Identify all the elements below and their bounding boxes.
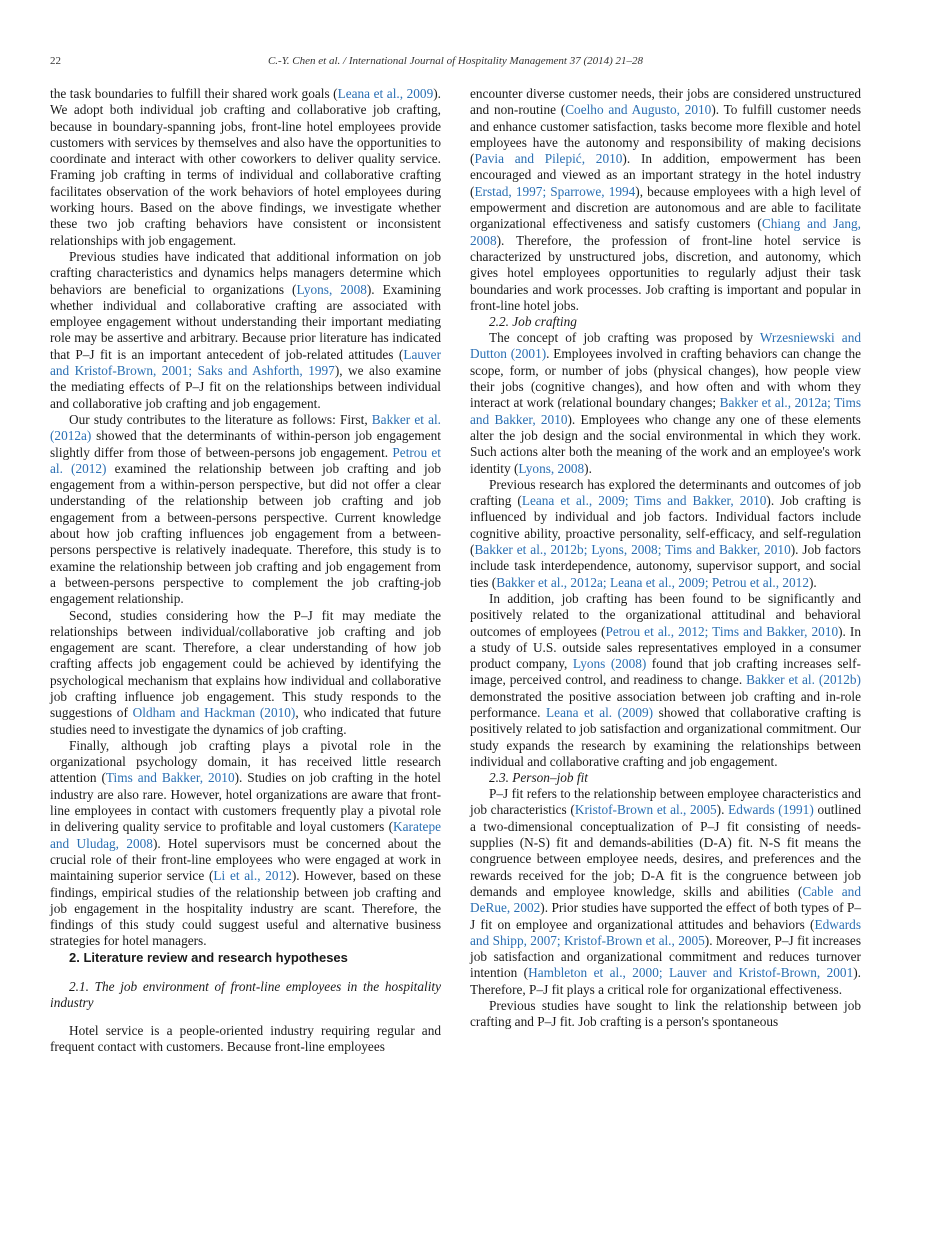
citation-link[interactable]: Lyons, 2008 [518, 460, 585, 476]
citation-link[interactable]: Chiang and Jang, 2008 [470, 216, 861, 248]
citation-link[interactable]: Leana et al. (2009) [546, 704, 654, 720]
citation-link[interactable]: Bakker et al., 2012a; Tims and Bakker, 2010 [470, 395, 862, 427]
citation-link[interactable]: Bakker et al., 2012b; Lyons, 2008; Tims and Bakker, 2010 [474, 542, 791, 558]
citation-link[interactable]: Lyons (2008) [572, 656, 647, 672]
running-header [50, 55, 861, 71]
citation-link[interactable]: Coelho and Augusto, 2010 [565, 102, 712, 118]
paragraph: Previous research has explored the determinants and outcomes of job crafting (Leana et al., 2009; Tims and Bakker, 2010). Job crafting is influenced by individual and job factors. Individual factors include cognitive ability, proactive personality, self-efficacy, and self-regulation (Bakker et al., 2012b; Lyons, 2008; Tims and Bakker, 2010). Job factors include task interdependence, autonomy, supervisor support, and social ties (Bakker et al., 2012a; Leana et al., 2009; Petrou et al., 2012). [470, 476, 861, 590]
citation-link[interactable]: Erstad, 1997; Sparrowe, 1994 [474, 183, 636, 199]
citation-link[interactable]: Lauver and Kristof-Brown, 2001; Saks and Ashforth, 1997 [50, 346, 441, 379]
section-heading: 2. Literature review and research hypotheses [69, 949, 348, 965]
page-number: 22 [50, 55, 61, 67]
citation-link[interactable]: Pavia and Pilepić, 2010 [474, 151, 623, 167]
running-title: C.-Y. Chen et al. / International Journal of Hospitality Management 37 (2014) 21–28 [267, 55, 644, 67]
citation-link[interactable]: Leana et al., 2009 [337, 86, 434, 101]
subsection-heading: 2.3. Person–job fit [489, 770, 588, 786]
citation-link[interactable]: Bakker et al. (2012a) [50, 411, 441, 444]
citation-link[interactable]: Edwards and Shipp, 2007; Kristof-Brown et al., 2005 [470, 916, 861, 948]
paragraph: Our study contributes to the literature as follows: First, Bakker et al. (2012a) showed that the determinants of within-person job engagement slightly differ from those of between-persons job engagement. Petrou et al. (2012) examined the relationship between job crafting and job engagement from a within-person perspective, but did not offer a clear understanding of the relationship between job crafting and job engagement from a between-persons perspective. Current knowledge about how job crafting influences job engagement from a between-persons perspective is relatively inadequate. Therefore, this study is to examine the relationship between job crafting and job engagement from a between-persons perspective to complement the job crafting-job engagement relationship. [50, 411, 441, 607]
paragraph: Previous studies have sought to link the relationship between job crafting and P–J fit. Job crafting is a person's spontaneous [470, 998, 861, 1030]
paragraph: In addition, job crafting has been found to be significantly and positively related to the organizational attitudinal and behavioral outcomes of employees (Petrou et al., 2012; Tims and Bakker, 2010). In a study of U.S. outside sales representatives employed in a consumer product company, Lyons (2008) found that job crafting increases self-image, perceived control, and readiness to change. Bakker et al. (2012b) demonstrated the positive association between job crafting and in-role performance. Leana et al. (2009) showed that collaborative crafting is positively related to job satisfaction and organizational commitment. Our study expands the research by examining the relationships between individual and collaborative crafting and job engagement. [470, 590, 861, 769]
subsection-heading: 2.2. Job crafting [489, 314, 577, 330]
paragraph: Finally, although job crafting plays a pivotal role in the organizational psychology domain, it has received little research attention (Tims and Bakker, 2010). Studies on job crafting in the hotel industry are also rare. However, hotel organizations are aware that front-line employees in contact with customers frequently play a pivotal role in delivering quality service to profitable and loyal customers (Karatepe and Uludag, 2008). Hotel supervisors must be concerned about the crucial role of their front-line employees who were engaged at work in maintaining superior service (Li et al., 2012). However, based on these findings, empirical studies of the relationship between job crafting and job engagement in the hospitality industry are scant. Therefore, the findings of this study could suggest useful and alternative business strategies for hotel managers. [50, 737, 442, 949]
citation-link[interactable]: Li et al., 2012 [213, 868, 292, 884]
paragraph: The concept of job crafting was proposed by Wrzesniewski and Dutton (2001). Employees involved in crafting behaviors can change the scope, form, or number of jobs (physical changes), how people view their jobs (cognitive changes), and how often and with whom they interact at work (relational boundary changes; Bakker et al., 2012a; Tims and Bakker, 2010). Employees who change any one of these elements alter the job design and the social environmental in which they work. Such actions alter both the meaning of the work and an employee's work identity (Lyons, 2008). [470, 330, 862, 476]
citation-link[interactable]: Karatepe and Uludag, 2008 [50, 819, 441, 851]
citation-link[interactable]: Tims and Bakker, 2010 [105, 770, 235, 786]
citation-link[interactable]: Bakker et al. (2012b) [746, 672, 861, 688]
citation-link[interactable]: Petrou et al. (2012) [50, 444, 441, 476]
citation-link[interactable]: Hambleton et al., 2000; Lauver and Kristof-Brown, 2001 [528, 965, 854, 981]
subsection-heading: 2.1. The job environment of front-line employees in the hospitality industry [50, 979, 441, 1011]
paragraph: Second, studies considering how the P–J fit may mediate the relationships between individual/collaborative job crafting and job engagement are scant. Therefore, a clear understanding of how job crafting affects job engagement could be achieved by identifying the psychological mechanism that explains how individual and collaborative job crafting influence job engagement. This study responds to the suggestions of Oldham and Hackman (2010), who indicated that future studies need to investigate the dynamics of job crafting. [50, 607, 441, 737]
left-column [50, 86, 441, 1056]
citation-link[interactable]: Wrzesniewski and Dutton (2001) [470, 330, 861, 362]
citation-link[interactable]: Petrou et al., 2012; Tims and Bakker, 2010 [605, 623, 839, 639]
citation-link[interactable]: Lyons, 2008 [296, 281, 367, 297]
paragraph: Previous studies have indicated that additional information on job crafting characteristics and dynamics helps managers determine which behaviors are beneficial to organizations (Lyons, 2008). Examining whether individual and collaborative crafting are associated with employee engagement without understanding their important mediating role may be assertive and arbitrary. Because prior literature has indicated that P–J fit is an important antecedent of job-related attitudes (Lauver and Kristof-Brown, 2001; Saks and Ashforth, 1997), we also examine the mediating effects of P–J fit on the relationships between individual and collaborative job crafting and job engagement. [50, 248, 441, 411]
paragraph: Hotel service is a people-oriented industry requiring regular and frequent contact with customers. Because front-line employees [50, 1023, 441, 1055]
citation-link[interactable]: Leana et al., 2009; Tims and Bakker, 2010 [521, 493, 767, 509]
citation-link[interactable]: Oldham and Hackman (2010) [132, 705, 296, 721]
paragraph: P–J fit refers to the relationship between employee characteristics and job characteristics (Kristof-Brown et al., 2005). Edwards (1991) outlined a two-dimensional conceptualization of P–J fit consisting of needs-supplies (N-S) fit and demands-abilities (D-A) fit. N-S fit means the congruence between employee needs, desires, and preferences and the rewards received for the job; D-A fit is the congruence between job demands and employee knowledge, skills and abilities (Cable and DeRue, 2002). Prior studies have supported the effect of both types of P–J fit on employee and organizational attitudes and behaviors (Edwards and Shipp, 2007; Kristof-Brown et al., 2005). Moreover, P–J fit increases job satisfaction and organizational commitment and reduces turnover intention (Hambleton et al., 2000; Lauver and Kristof-Brown, 2001). Therefore, P–J fit plays a critical role for organizational effectiveness. [470, 786, 862, 997]
right-column [470, 86, 861, 1031]
citation-link[interactable]: Edwards (1991) [728, 802, 814, 818]
citation-link[interactable]: Cable and DeRue, 2002 [470, 883, 861, 916]
citation-link[interactable]: Kristof-Brown et al., 2005 [574, 802, 717, 818]
paragraph: the task boundaries to fulfill their shared work goals (Leana et al., 2009). We adopt both individual job crafting and collaborative job crafting, because in boundary-spanning jobs, front-line hotel employees provide customers with services by themselves and also have the opportunities to coordinate and interact with other coworkers to deliver quality service. Framing job crafting in terms of individual and collaborative crafting facilitates observation of the work behaviors of hotel employees during working hours. Based on the above findings, we investigate whether these two job crafting behaviors have consistent or inconsistent relationships with job engagement. [50, 86, 441, 248]
citation-link[interactable]: Bakker et al., 2012a; Leana et al., 2009; Petrou et al., 2012 [496, 574, 809, 590]
paragraph: encounter diverse customer needs, their jobs are considered unstructured and non-routine (Coelho and Augusto, 2010). To fulfill customer needs and enhance customer satisfaction, tasks become more flexible and hotel employees have the autonomy and responsibility of making decisions (Pavia and Pilepić, 2010). In addition, empowerment has been encouraged and viewed as an important strategy in the hotel industry (Erstad, 1997; Sparrowe, 1994), because employees with a high level of empowerment and discretion are autonomous and are able to facilitate organizational effectiveness and satisfy customers (Chiang and Jang, 2008). Therefore, the profession of front-line hotel service is characterized by unstructured jobs, discretion, and autonomy, which gives hotel employees opportunities to regularly adjust their task boundaries and work processes. Job crafting is important and popular in front-line hotel jobs. [470, 86, 862, 313]
